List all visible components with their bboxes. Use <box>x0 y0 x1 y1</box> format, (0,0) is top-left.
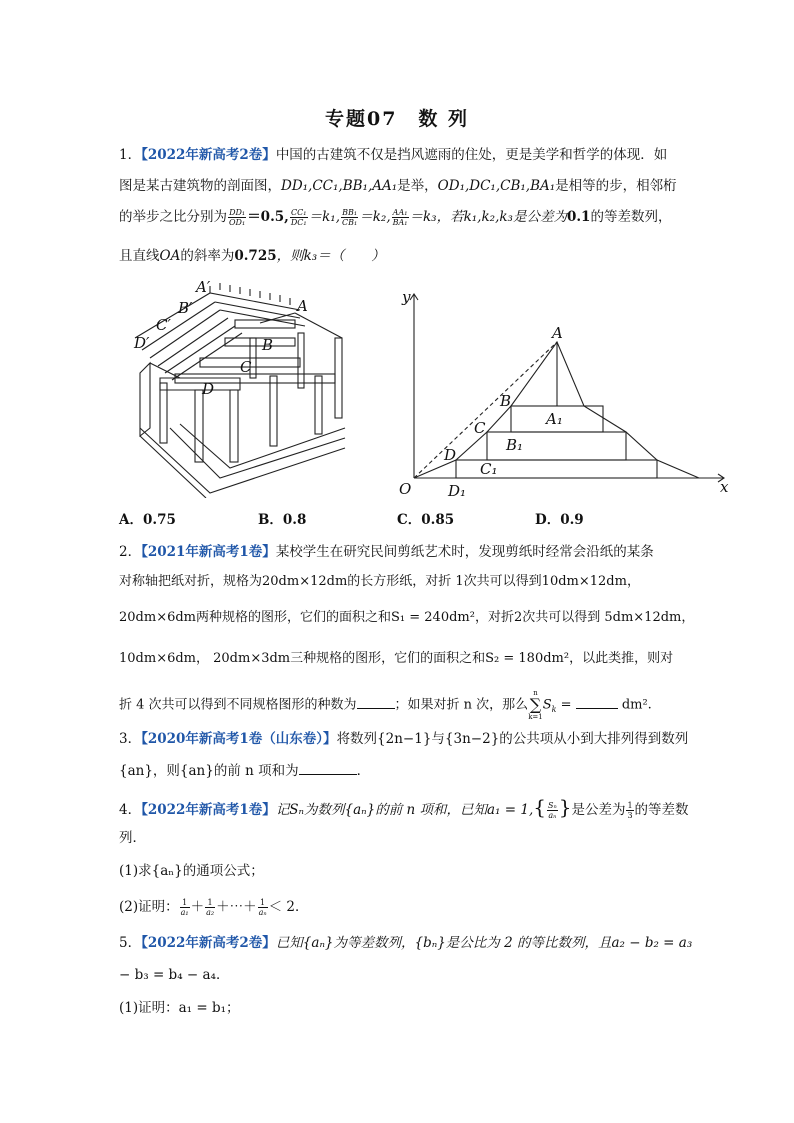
q3-answer-blank[interactable] <box>299 760 357 775</box>
option-a[interactable]: A．0.75 <box>119 512 176 528</box>
axis-y-label: y <box>402 288 411 306</box>
q3-source: 【2020年新高考1卷（山东卷）】 <box>141 731 337 747</box>
page-title: 专题07 数 列 <box>324 108 470 130</box>
brace-right: } <box>558 795 572 819</box>
q1-math-4b: OA <box>159 248 181 264</box>
axis-x-label: x <box>720 478 729 496</box>
q1-text-2c: 是举， <box>397 178 438 194</box>
q1-text-3d: ＝k₂, <box>359 209 391 225</box>
label-D: D <box>202 380 215 398</box>
label-A-prime: A′ <box>196 278 211 296</box>
graph-label-D: D <box>444 446 457 464</box>
q2-source: 【2021年新高考1卷】 <box>141 544 276 560</box>
q2-line-2: 对称轴把纸对折，规格为20dm×12dm的长方形纸，对折 1次共可以得到10dm×12dm， <box>119 574 640 589</box>
ratio-frac-4: $\frac{\text{AA₁}}{\text{BA₁}}$ <box>392 208 408 227</box>
ancient-building-figure <box>120 278 360 498</box>
q1-text-3g: 的等差数列， <box>590 209 672 225</box>
graph-label-A: A <box>552 324 563 342</box>
q1-line-1 <box>119 145 679 165</box>
q4-text-1b: 是公差为 <box>571 802 626 818</box>
roof-profile-graph <box>394 282 744 500</box>
frac-1-a2: $\frac{1}{\text{a₂}}$ <box>206 898 215 917</box>
q4-text-2d: ＜ 2． <box>268 899 309 915</box>
q1-source: 【2022年新高考2卷】 <box>141 147 276 163</box>
q2-answer-blank-1[interactable] <box>357 694 395 709</box>
q2-text-5e: = <box>556 697 576 713</box>
q2-text-5a: 折 4 次共可以得到不同规格图形的种数为 <box>119 697 357 713</box>
q5-text-1: 已知{aₙ}为等差数列，{bₙ}是公比为 2 的等比数列，且a₂ − b₂ = a₃ <box>275 935 693 951</box>
q5-number: 5． <box>119 935 142 951</box>
q5-source: 【2022年新高考2卷】 <box>141 935 276 951</box>
q1-text-3c: ＝k₁, <box>308 209 341 225</box>
q2-line-5 <box>119 689 679 722</box>
ratio-frac-1: $\frac{\text{DD₁}}{\text{OD₁}}$ <box>229 208 246 227</box>
label-A: A <box>297 297 308 315</box>
q2-text-5b: ；如果对折 n 次，那么 <box>394 697 529 713</box>
q2-text-5c: S <box>542 697 552 713</box>
q1-text-4d: 0.725 <box>234 248 277 264</box>
q1-line-4 <box>119 246 679 266</box>
q4-line-1 <box>119 794 689 823</box>
label-D-prime: D′ <box>134 334 150 352</box>
q1-text-1: 中国的古建筑不仅是挡风遮雨的住处，更是美学和哲学的体现．如 <box>275 147 668 163</box>
option-b[interactable]: B．0.8 <box>258 512 307 528</box>
q4-text-2a: (2)证明： <box>119 899 179 915</box>
q5-line-2: − b₃ = b₄ − a₄． <box>119 967 230 983</box>
graph-label-C: C <box>474 419 486 437</box>
line-OA <box>414 342 557 478</box>
q3-text-2b: ． <box>356 763 371 779</box>
q2-line-4: 10dm×6dm， 20dm×3dm三种规格的图形，它们的面积之和S₂ = 180dm²，以此类推，则对 <box>119 651 674 666</box>
brace-left: { <box>533 795 546 819</box>
q2-line-1 <box>119 542 679 562</box>
frac-1-an: $\frac{1}{\text{aₙ}}$ <box>258 898 267 917</box>
q1-text-2a: 图是某古建筑物的剖面图， <box>119 178 281 194</box>
q1-text-4a: 且直线 <box>119 248 160 264</box>
q1-text-4c: 的斜率为 <box>180 248 235 264</box>
q2-number: 2． <box>119 544 142 560</box>
frac-1-a1: $\frac{1}{\text{a₁}}$ <box>180 898 189 917</box>
q3-line-2 <box>119 760 679 781</box>
q1-text-3e: ＝k₃，若k₁,k₂,k₃是公差为 <box>409 209 567 225</box>
option-c[interactable]: C．0.85 <box>397 512 455 528</box>
frac-Sn-an: $\frac{\text{Sₙ}}{\text{aₙ}}$ <box>547 801 557 820</box>
q3-number: 3． <box>119 731 142 747</box>
label-B: B <box>262 336 274 354</box>
graph-label-B: B <box>500 392 512 410</box>
q2-text-5f: dm². <box>617 697 652 713</box>
ratio-frac-3: $\frac{\text{BB₁}}{\text{CB₁}}$ <box>342 208 358 227</box>
q2-answer-blank-2[interactable] <box>576 694 618 709</box>
q4-line-2: 列． <box>119 830 146 846</box>
q4-text-2c: ＋⋯＋ <box>216 899 257 915</box>
q4-text-1c: 的等差数 <box>634 802 689 818</box>
q1-text-3a: 的举步之比分别为 <box>119 209 227 225</box>
q4-number: 4． <box>119 802 142 818</box>
q1-line-3 <box>119 207 679 227</box>
q4-text-2b: ＋ <box>190 899 205 915</box>
q3-text-1: 将数列{2n−1}与{3n−2}的公共项从小到大排列得到数列 <box>336 731 689 747</box>
q2-text-1: 某校学生在研究民间剪纸艺术时，发现剪纸时经常会沿纸的某条 <box>275 544 654 560</box>
q1-text-4e: ，则k₃＝（ ） <box>276 248 385 264</box>
q5-line-1 <box>119 933 693 953</box>
q4-text-1a: 记Sₙ为数列{aₙ}的前 n 项和，已知a₁ = 1, <box>275 802 534 818</box>
q1-line-2 <box>119 176 679 196</box>
frac-one-third: $\frac{1}{3}$ <box>627 801 633 820</box>
option-d[interactable]: D．0.9 <box>535 512 584 528</box>
origin-label: O <box>399 480 412 498</box>
ratio-frac-2: $\frac{\text{CC₁}}{\text{DC₁}}$ <box>290 208 307 227</box>
graph-label-B1: B₁ <box>506 436 524 454</box>
q2-line-3: 20dm×6dm两种规格的图形，它们的面积之和S₁ = 240dm²，对折2次共可以得到 5dm×12dm， <box>119 610 695 625</box>
q1-number: 1． <box>119 147 142 163</box>
q1-text-2e: 是相等的步，相邻桁 <box>555 178 677 194</box>
q5-part-1: (1)证明：a₁ = b₁； <box>119 1000 240 1016</box>
q3-line-1 <box>119 729 689 749</box>
graph-label-A1: A₁ <box>546 410 563 428</box>
label-B-prime: B′ <box>178 299 193 317</box>
graph-label-D1: D₁ <box>448 482 467 500</box>
graph-label-C1: C₁ <box>480 460 498 478</box>
q1-text-3b: ＝0.5, <box>247 209 289 225</box>
q4-part-2 <box>119 895 679 919</box>
q4-source: 【2022年新高考1卷】 <box>141 802 276 818</box>
q4-part-1: (1)求{aₙ}的通项公式； <box>119 863 264 879</box>
summation-symbol: n ∑ k=1 <box>528 689 543 721</box>
label-C: C <box>240 358 252 376</box>
q1-math-2d: OD₁,DC₁,CB₁,BA₁ <box>437 178 556 194</box>
q1-math-2b: DD₁,CC₁,BB₁,AA₁ <box>281 178 398 194</box>
q2-sub-k: k <box>551 705 557 715</box>
q1-text-3f: 0.1 <box>566 209 591 225</box>
label-C-prime: C′ <box>156 316 171 334</box>
q3-text-2a: {an}，则{an}的前 n 项和为 <box>119 763 299 779</box>
